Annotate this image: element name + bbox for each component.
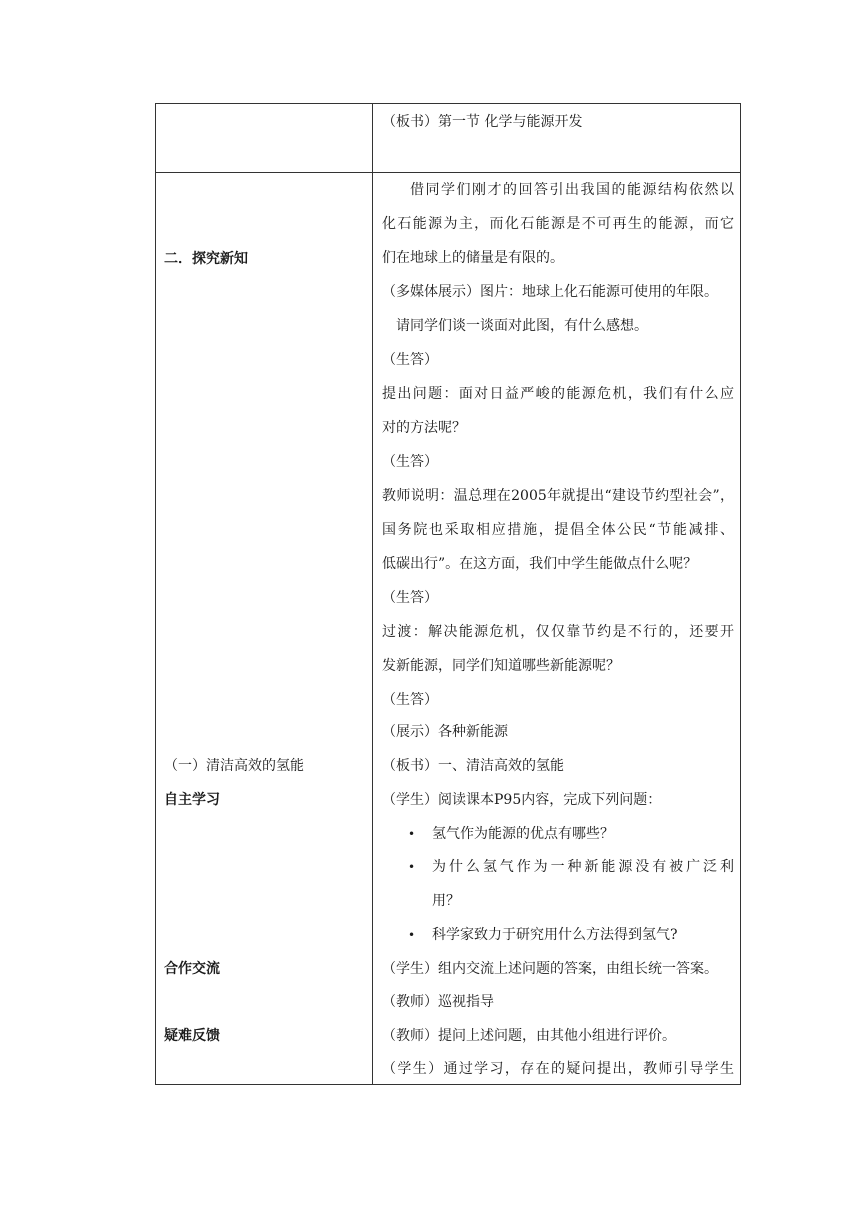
body-line: 提出问题：面对日益严峻的能源危机，我们有什么应: [382, 386, 734, 402]
bullet-item: 为什么氢气作为一种新能源没有被广泛利: [432, 859, 734, 875]
body-line: 们在地球上的储量是有限的。: [382, 250, 564, 266]
body-line: 对的方法呢？: [382, 420, 466, 436]
self-study-label: 自主学习: [164, 792, 220, 808]
body-line: （多媒体展示）图片：地球上化石能源可使用的年限。: [382, 284, 718, 300]
row-divider: [155, 172, 741, 173]
body-line: （学生）阅读课本P95内容，完成下列问题：: [382, 792, 662, 808]
bullet-item-continued: 用？: [432, 893, 460, 909]
bullet-icon: •: [408, 827, 416, 841]
body-line: 借同学们刚才的回答引出我国的能源结构依然以: [410, 182, 734, 198]
body-line: 教师说明：温总理在2005年就提出“建设节约型社会”，: [382, 488, 734, 504]
bullet-item: 氢气作为能源的优点有哪些？: [432, 826, 614, 842]
body-line: （学生）组内交流上述问题的答案，由组长统一答案。: [382, 961, 718, 977]
column-divider: [372, 103, 373, 1085]
body-line: （生答）: [382, 692, 438, 708]
bullet-icon: •: [408, 860, 416, 874]
body-line: 国务院也采取相应措施，提倡全体公民“节能减排、: [382, 522, 734, 538]
hydrogen-subheading: （一）清洁高效的氢能: [164, 758, 304, 774]
body-line: （学生）通过学习，存在的疑问提出，教师引导学生: [382, 1061, 734, 1077]
body-line: 发新能源，同学们知道哪些新能源呢？: [382, 658, 620, 674]
body-line: （生答）: [382, 454, 438, 470]
body-line: （教师）巡视指导: [382, 994, 494, 1010]
bullet-item: 科学家致力于研究用什么方法得到氢气?: [432, 927, 678, 943]
feedback-label: 疑难反馈: [164, 1028, 220, 1044]
body-line: 过渡：解决能源危机，仅仅靠节约是不行的，还要开: [382, 624, 734, 640]
body-line: （板书）一、清洁高效的氢能: [382, 758, 564, 774]
body-line: 请同学们谈一谈面对此图，有什么感想。: [396, 318, 648, 334]
body-line: （展示）各种新能源: [382, 724, 508, 740]
body-line: （生答）: [382, 590, 438, 606]
cooperation-label: 合作交流: [164, 961, 220, 977]
section-two-heading: 二．探究新知: [164, 251, 248, 267]
body-line: （生答）: [382, 352, 438, 368]
board-title: （板书）第一节 化学与能源开发: [382, 114, 583, 130]
body-line: 低碳出行”。在这方面，我们中学生能做点什么呢？: [382, 556, 698, 572]
bullet-icon: •: [408, 928, 416, 942]
body-line: 化石能源为主，而化石能源是不可再生的能源，而它: [382, 216, 734, 232]
body-line: （教师）提问上述问题，由其他小组进行评价。: [382, 1028, 676, 1044]
